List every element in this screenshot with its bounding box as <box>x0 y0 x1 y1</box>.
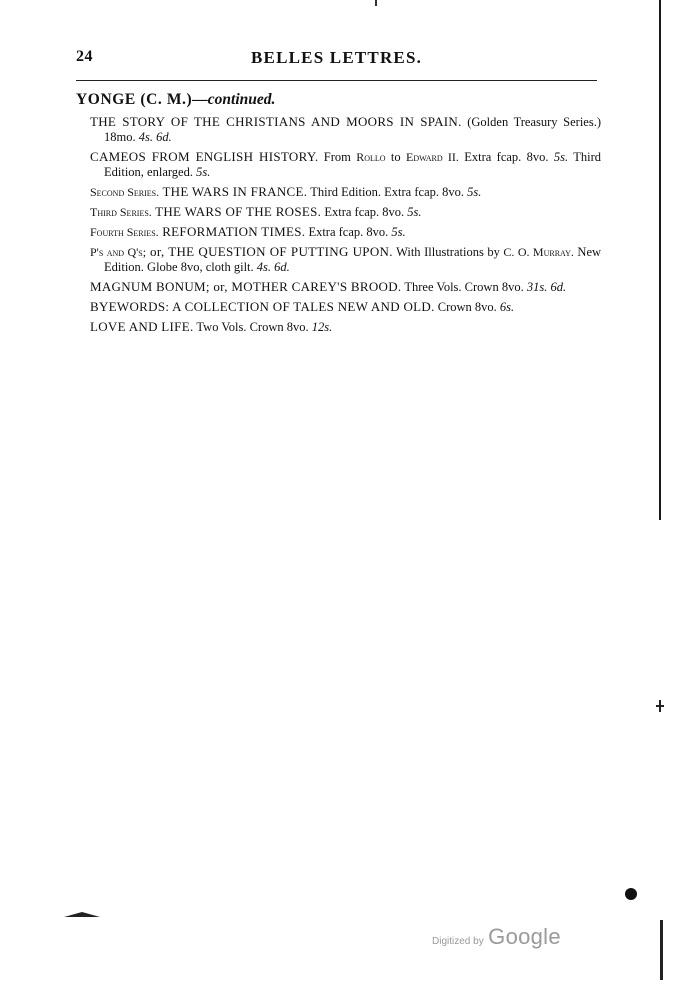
catalogue-entry <box>76 204 601 220</box>
entry-price: 12s. <box>311 320 333 334</box>
entry-series-label: P's and Q's; <box>90 245 147 259</box>
entry-title: or, THE QUESTION OF PUTTING UPON. <box>146 244 393 259</box>
catalogue-entry <box>76 224 601 240</box>
entry-series-label: Second Series. <box>90 185 160 199</box>
entry-price: 5s. <box>391 225 406 239</box>
entry-details: With Illustrations by <box>392 245 504 259</box>
catalogue-entry <box>76 319 601 335</box>
entry-series-label: Third Series. <box>90 205 152 219</box>
entry-price: 5s. <box>553 150 569 164</box>
entry-details: Third Edition. Extra fcap. 8vo. <box>307 185 468 199</box>
entry-details: Three Vols. Crown 8vo. <box>401 280 527 294</box>
entry-price: 4s. 6d. <box>256 260 290 274</box>
digitized-label: Digitized by <box>432 936 484 947</box>
entry-title: THE WARS OF THE ROSES. <box>151 204 322 219</box>
entry-details: Two Vols. Crown 8vo. <box>193 320 312 334</box>
entry-details: Third Edition, enlarged. <box>104 150 602 179</box>
entry-price: 6s. <box>499 300 515 314</box>
entry-details: Extra fcap. 8vo. <box>458 150 554 164</box>
entry-series-label: Fourth Series. <box>90 225 159 239</box>
entry-title: THE STORY OF THE CHRISTIANS AND MOORS IN SPAIN. <box>90 114 462 129</box>
entry-title: LOVE AND LIFE. <box>90 319 194 334</box>
author-name: YONGE (C. M.) <box>76 91 193 108</box>
scan-mark-top <box>375 0 377 6</box>
page-number: 24 <box>76 48 93 65</box>
entry-details: to <box>385 150 406 164</box>
ink-blot <box>625 888 637 900</box>
entry-smallcaps: Edward II. <box>406 150 459 164</box>
ink-smudge <box>64 912 100 918</box>
entry-details: Extra fcap. 8vo. <box>305 225 392 239</box>
entry-price: 5s. <box>467 185 482 199</box>
entry-price: 5s. <box>407 205 422 219</box>
entry-details: New Edition. Globe 8vo, cloth gilt. <box>104 245 602 274</box>
entry-details: (Golden Treasury Series.) 18mo. <box>104 115 601 144</box>
entry-smallcaps: Rollo <box>356 150 386 164</box>
catalogue-entry <box>76 299 601 315</box>
header-rule <box>76 80 597 81</box>
entry-title: CAMEOS FROM ENGLISH HISTORY. <box>90 149 319 164</box>
digitization-watermark <box>432 924 561 950</box>
google-wordmark: Google <box>488 924 561 949</box>
entry-title: THE WARS IN FRANCE. <box>159 184 308 199</box>
catalogue-entry <box>76 114 601 145</box>
entry-title: MAGNUM BONUM; or, MOTHER CAREY'S BROOD. <box>90 279 402 294</box>
entry-details: Crown 8vo. <box>434 300 500 314</box>
catalogue-entry <box>76 184 601 200</box>
entry-smallcaps: C. O. Murray. <box>503 245 574 259</box>
page-edge-line-lower <box>660 920 663 980</box>
entry-details: Extra fcap. 8vo. <box>321 205 408 219</box>
entry-details: From <box>318 150 357 164</box>
catalogue-listing <box>76 90 601 339</box>
running-title: BELLES LETTRES. <box>251 48 423 67</box>
catalogue-entry <box>76 279 601 295</box>
catalogue-entry <box>76 244 601 275</box>
author-heading <box>76 90 601 110</box>
catalogue-entry <box>76 149 601 180</box>
entry-price: 31s. 6d. <box>526 280 567 294</box>
continued-label: —continued. <box>192 91 276 108</box>
scan-mark-right <box>656 700 664 712</box>
entry-price: 4s. 6d. <box>138 130 172 144</box>
page-edge-line <box>659 0 661 520</box>
entry-price: 5s. <box>196 165 211 179</box>
entry-title: BYEWORDS: A COLLECTION OF TALES NEW AND OLD. <box>90 299 435 314</box>
running-header <box>76 48 440 72</box>
entry-title: REFORMATION TIMES. <box>158 224 306 239</box>
